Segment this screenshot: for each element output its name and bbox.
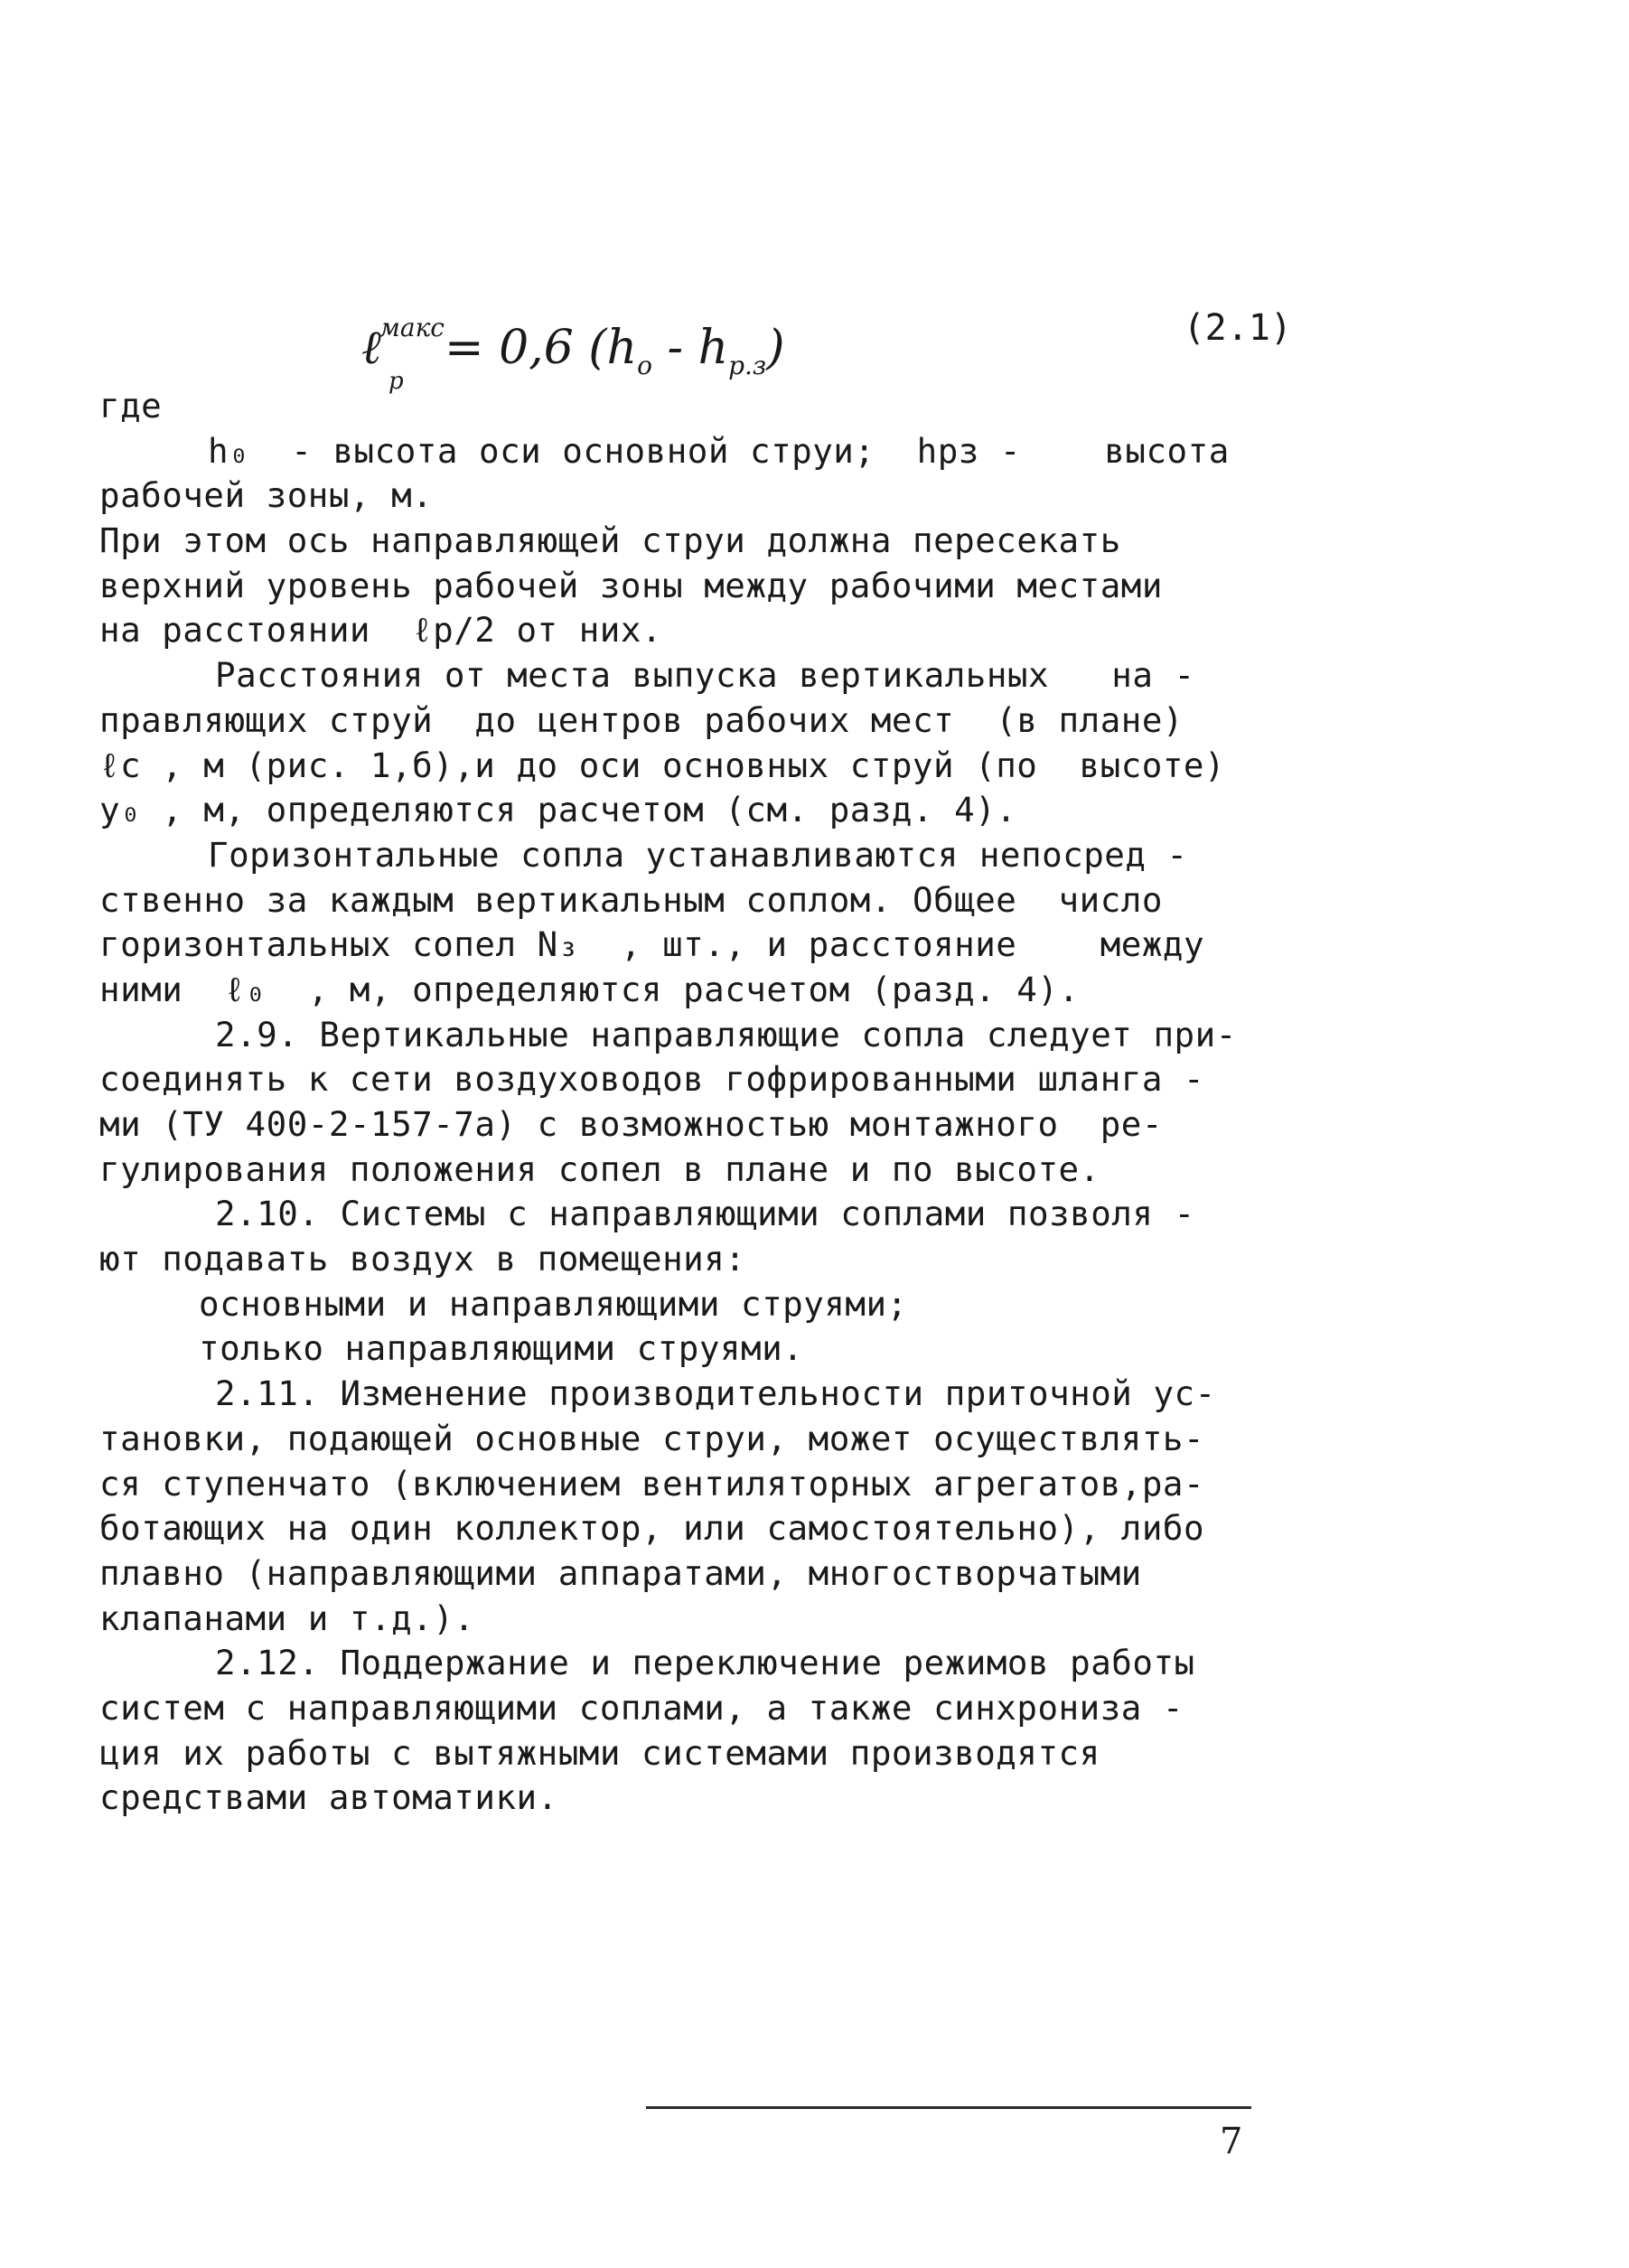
section-2-9-line: 2.9. Вертикальные направляющие сопла следует при-	[215, 1014, 1237, 1054]
footer-rule	[646, 2106, 1251, 2109]
text-line: При этом ось направляющей струи должна пересекать	[99, 520, 1121, 561]
text-line: горизонтальных сопел N₃ , шт., и расстояние между	[99, 924, 1205, 965]
text-line: у₀ , м, определяются расчетом (см. разд. 4).	[99, 790, 1017, 830]
list-item: только направляющими струями.	[199, 1328, 804, 1369]
text-line: ℓс , м (рис. 1,б),и до оси основных струй (по высоте)	[99, 745, 1226, 785]
page-number: 7	[1220, 2121, 1243, 2162]
text-line: систем с направляющими соплами, а также синхрониза -	[99, 1687, 1184, 1728]
text-line: Расстояния от места выпуска вертикальных на -	[215, 655, 1195, 696]
text-line: ними ℓ₀ , м, определяются расчетом (разд. 4).	[99, 969, 1080, 1009]
section-2-12-line: 2.12. Поддержание и переключение режимов работы	[215, 1643, 1195, 1683]
equation-number: (2.1)	[1183, 307, 1292, 349]
text-line: гулирования положения сопел в плане и по высоте.	[99, 1148, 1100, 1189]
text-line: ют подавать воздух в помещения:	[99, 1239, 746, 1279]
text-line: ственно за каждым вертикальным соплом. Общее число	[99, 879, 1163, 920]
text-line: ся ступенчато (включением вентиляторных агрегатов,ра-	[99, 1463, 1205, 1504]
text-line: Горизонтальные сопла устанавливаются непосред -	[208, 834, 1188, 875]
formula-expression: ℓ р $^{макс}$= 0,6 $(h_о - h_{р.з})$	[361, 313, 785, 395]
body-text	[99, 384, 1292, 1821]
text-line: средствами автоматики.	[99, 1777, 558, 1818]
text-line: h₀ - высота оси основной струи; hрз - высота	[208, 430, 1230, 471]
section-2-10-line: 2.10. Системы с направляющими соплами позволя -	[215, 1194, 1195, 1234]
text-line: верхний уровень рабочей зоны между рабочими местами	[99, 565, 1163, 605]
text-line: рабочей зоны, м.	[99, 475, 434, 516]
text-line: ботающих на один коллектор, или самостоятельно), либо	[99, 1508, 1205, 1549]
text-line: на расстоянии ℓр/2 от них.	[99, 610, 663, 651]
list-item: основными и направляющими струями;	[199, 1283, 908, 1324]
text-line: плавно (направляющими аппаратами, многостворчатыми	[99, 1552, 1142, 1593]
text-line: клапанами и т.д.).	[99, 1598, 475, 1638]
text-line: где	[99, 386, 163, 426]
text-line: тановки, подающей основные струи, может осуществлять-	[99, 1418, 1205, 1458]
text-line: ция их работы с вытяжными системами производятся	[99, 1732, 1100, 1773]
section-2-11-line: 2.11. Изменение производительности приточной ус-	[215, 1373, 1216, 1414]
text-line: соединять к сети воздуховодов гофрированными шланга -	[99, 1059, 1205, 1100]
text-line: правляющих струй до центров рабочих мест (в плане)	[99, 699, 1184, 740]
formula-2-1	[99, 287, 1292, 395]
text-line: ми (ТУ 400-2-157-7а) с возможностью монтажного ре-	[99, 1104, 1163, 1144]
